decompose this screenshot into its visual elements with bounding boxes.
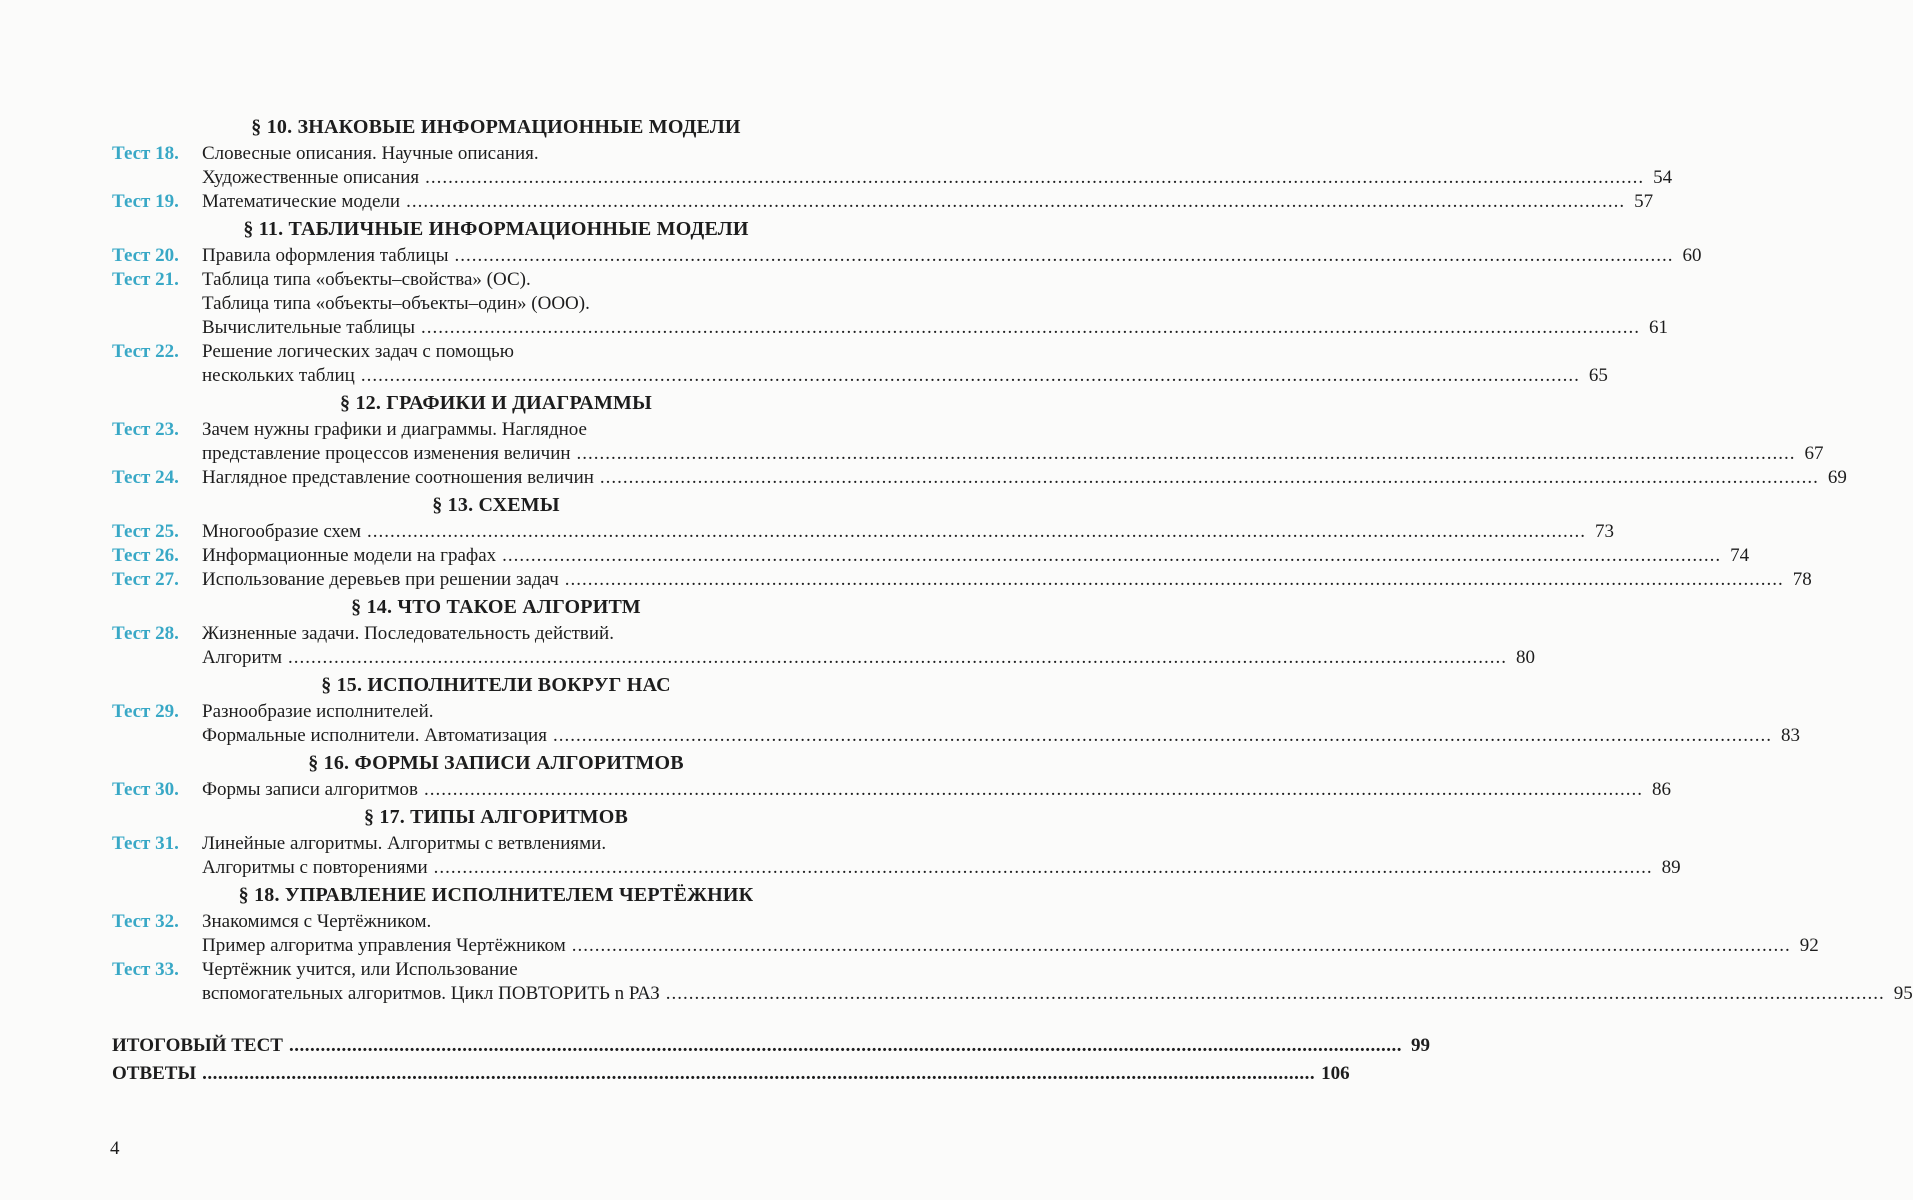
test-label: Тест 20. [112, 245, 179, 266]
toc-entry[interactable] [112, 832, 1681, 880]
entry-line [202, 724, 1800, 748]
entry-title: Математические модели [202, 191, 401, 212]
entry-title: Линейные алгоритмы. Алгоритмы с ветвлениями. [202, 833, 607, 854]
toc-entry[interactable] [112, 268, 1668, 340]
entry-title: Пример алгоритма управления Чертёжником [202, 935, 566, 956]
toc-entry[interactable] [112, 568, 1812, 592]
test-label: Тест 30. [112, 779, 179, 800]
test-label: Тест 23. [112, 419, 179, 440]
dot-leader [565, 568, 1784, 592]
toc-entry[interactable] [112, 340, 1608, 388]
entry-line [202, 466, 1847, 490]
test-label: Тест 33. [112, 959, 179, 980]
test-label: Тест 21. [112, 269, 179, 290]
entry-line [202, 934, 1819, 958]
page-ref: 61 [1649, 317, 1668, 338]
section-heading: § 11. ТАБЛИЧНЫЕ ИНФОРМАЦИОННЫЕ МОДЕЛИ [243, 218, 749, 240]
toc-entry[interactable] [112, 910, 1819, 958]
page-ref: 60 [1682, 245, 1702, 266]
entry-title: Алгоритм [202, 647, 283, 668]
dot-leader [288, 646, 1507, 670]
entry-line [202, 244, 1702, 268]
entry-title: Разнообразие исполнителей. [202, 701, 434, 722]
page-ref: 54 [1653, 167, 1673, 188]
test-label: Тест 24. [112, 467, 179, 488]
dot-leader [577, 442, 1796, 466]
entry-line [202, 832, 1681, 856]
entry-line [202, 442, 1824, 466]
entry-lines [202, 910, 1819, 958]
test-label: Тест 18. [112, 143, 179, 164]
page-ref: 86 [1652, 779, 1672, 800]
dot-leader [289, 1032, 1402, 1060]
toc-entry[interactable] [112, 700, 1800, 748]
page-ref: 65 [1588, 365, 1608, 386]
dot-leader [202, 1060, 1315, 1088]
entry-lines [202, 418, 1824, 466]
toc-entry[interactable] [112, 544, 1750, 568]
dot-leader [424, 778, 1643, 802]
dot-leader [600, 466, 1819, 490]
page-ref: 95 [1893, 983, 1913, 1004]
toc-entry[interactable] [112, 520, 1615, 544]
page-ref: 89 [1661, 857, 1681, 878]
entry-line [202, 910, 1819, 934]
entry-title: представление процессов изменения величин [202, 443, 571, 464]
test-label: Тест 19. [112, 191, 179, 212]
test-label: Тест 25. [112, 521, 179, 542]
entry-title: Информационные модели на графах [202, 545, 497, 566]
entry-title: Вычислительные таблицы [202, 317, 415, 338]
toc-sections [112, 112, 1913, 1006]
toc-entry[interactable] [112, 142, 1673, 190]
dot-leader [367, 520, 1586, 544]
test-label: Тест 26. [112, 545, 179, 566]
entry-lines [202, 832, 1681, 880]
toc-entry[interactable] [112, 244, 1702, 268]
dot-leader [572, 934, 1791, 958]
entry-lines [202, 268, 1668, 340]
entry-line [202, 856, 1681, 880]
entry-line [202, 190, 1653, 214]
entry-line [202, 418, 1824, 442]
entry-line [202, 292, 1668, 316]
dot-leader [425, 166, 1644, 190]
entry-title: Наглядное представление соотношения величин [202, 467, 594, 488]
entry-line [202, 520, 1614, 544]
section-heading: § 15. ИСПОЛНИТЕЛИ ВОКРУГ НАС [321, 674, 671, 696]
entry-title: Многообразие схем [202, 521, 362, 542]
toc-entry[interactable] [112, 622, 1536, 670]
table-of-contents [112, 112, 1913, 1088]
entry-lines [202, 700, 1800, 748]
test-label: Тест 29. [112, 701, 179, 722]
section-heading: § 12. ГРАФИКИ И ДИАГРАММЫ [340, 392, 652, 414]
entry-title: нескольких таблиц [202, 365, 355, 386]
entry-lines [202, 568, 1812, 592]
dot-leader [434, 856, 1653, 880]
entry-line [202, 778, 1671, 802]
page-ref: 69 [1827, 467, 1847, 488]
toc-entry[interactable] [112, 190, 1654, 214]
entry-lines [202, 340, 1608, 388]
entry-line [202, 982, 1913, 1006]
dot-leader [455, 244, 1674, 268]
section-heading: § 14. ЧТО ТАКОЕ АЛГОРИТМ [351, 596, 641, 618]
entry-title: Жизненные задачи. Последовательность действий. [202, 623, 614, 644]
entry-title: Использование деревьев при решении задач [202, 569, 559, 590]
toc-entry[interactable] [112, 958, 1913, 1006]
test-label: Тест 27. [112, 569, 179, 590]
entry-title: Знакомимся с Чертёжником. [202, 911, 432, 932]
toc-entry[interactable] [112, 418, 1824, 466]
entry-lines [202, 778, 1671, 802]
entry-line [202, 568, 1812, 592]
test-label: Тест 28. [112, 623, 179, 644]
final-entry-title: ИТОГОВЫЙ ТЕСТ [112, 1035, 283, 1056]
entry-lines [202, 544, 1749, 568]
dot-leader [361, 364, 1580, 388]
entry-title: Алгоритмы с повторениями [202, 857, 428, 878]
toc-final-entries [112, 1032, 1430, 1088]
entry-title: вспомогательных алгоритмов. Цикл ПОВТОРИТЬ n РАЗ [202, 983, 660, 1004]
final-entry-title: ОТВЕТЫ [112, 1063, 197, 1084]
entry-title: Формальные исполнители. Автоматизация [202, 725, 547, 746]
entry-title: Таблица типа «объекты–свойства» (ОС). [202, 269, 531, 290]
page-ref: 73 [1595, 521, 1615, 542]
toc-entry[interactable] [112, 778, 1672, 802]
final-entry[interactable] [112, 1060, 1350, 1088]
entry-title: Формы записи алгоритмов [202, 779, 419, 800]
dot-leader [421, 316, 1640, 340]
page-ref: 74 [1730, 545, 1750, 566]
entry-lines [202, 244, 1702, 268]
toc-entry[interactable] [112, 466, 1847, 490]
page-ref: 99 [1410, 1035, 1430, 1056]
entry-line [202, 268, 1668, 292]
entry-lines [202, 520, 1614, 544]
section-heading: § 17. ТИПЫ АЛГОРИТМОВ [363, 806, 629, 828]
entry-line [202, 700, 1800, 724]
section-heading: § 18. УПРАВЛЕНИЕ ИСПОЛНИТЕЛЕМ ЧЕРТЁЖНИК [238, 884, 754, 906]
entry-line [202, 622, 1535, 646]
test-label: Тест 31. [112, 833, 179, 854]
entry-lines [202, 190, 1653, 214]
entry-lines [202, 466, 1847, 490]
entry-line [202, 166, 1672, 190]
entry-title: Художественные описания [202, 167, 420, 188]
entry-line [202, 958, 1913, 982]
entry-line [202, 340, 1608, 364]
section-heading: § 16. ФОРМЫ ЗАПИСИ АЛГОРИТМОВ [308, 752, 684, 774]
entry-line [202, 364, 1608, 388]
entry-title: Правила оформления таблицы [202, 245, 449, 266]
entry-line [202, 646, 1535, 670]
dot-leader [502, 544, 1721, 568]
test-label: Тест 32. [112, 911, 179, 932]
entry-title: Чертёжник учится, или Использование [202, 959, 518, 980]
page-ref: 80 [1516, 647, 1536, 668]
page-ref: 78 [1792, 569, 1812, 590]
page-ref: 106 [1321, 1063, 1350, 1084]
page-ref: 83 [1780, 725, 1800, 746]
dot-leader [553, 724, 1772, 748]
entry-lines [202, 142, 1672, 190]
page-ref: 92 [1799, 935, 1819, 956]
entry-line [202, 142, 1672, 166]
entry-lines [202, 958, 1913, 1006]
dot-leader [406, 190, 1625, 214]
entry-title: Решение логических задач с помощью [202, 341, 514, 362]
final-entry[interactable] [112, 1032, 1430, 1060]
entry-title: Зачем нужны графики и диаграммы. Наглядное [202, 419, 587, 440]
page-ref: 57 [1634, 191, 1654, 212]
entry-lines [202, 622, 1535, 670]
page-ref: 67 [1804, 443, 1824, 464]
entry-line [202, 316, 1668, 340]
section-heading: § 13. СХЕМЫ [432, 494, 560, 516]
entry-title: Словесные описания. Научные описания. [202, 143, 539, 164]
dot-leader [666, 982, 1885, 1006]
section-heading: § 10. ЗНАКОВЫЕ ИНФОРМАЦИОННЫЕ МОДЕЛИ [251, 116, 741, 138]
page-number: 4 [110, 1138, 120, 1159]
entry-line [202, 544, 1749, 568]
entry-title: Таблица типа «объекты–объекты–один» (ООО). [202, 293, 590, 314]
test-label: Тест 22. [112, 341, 179, 362]
